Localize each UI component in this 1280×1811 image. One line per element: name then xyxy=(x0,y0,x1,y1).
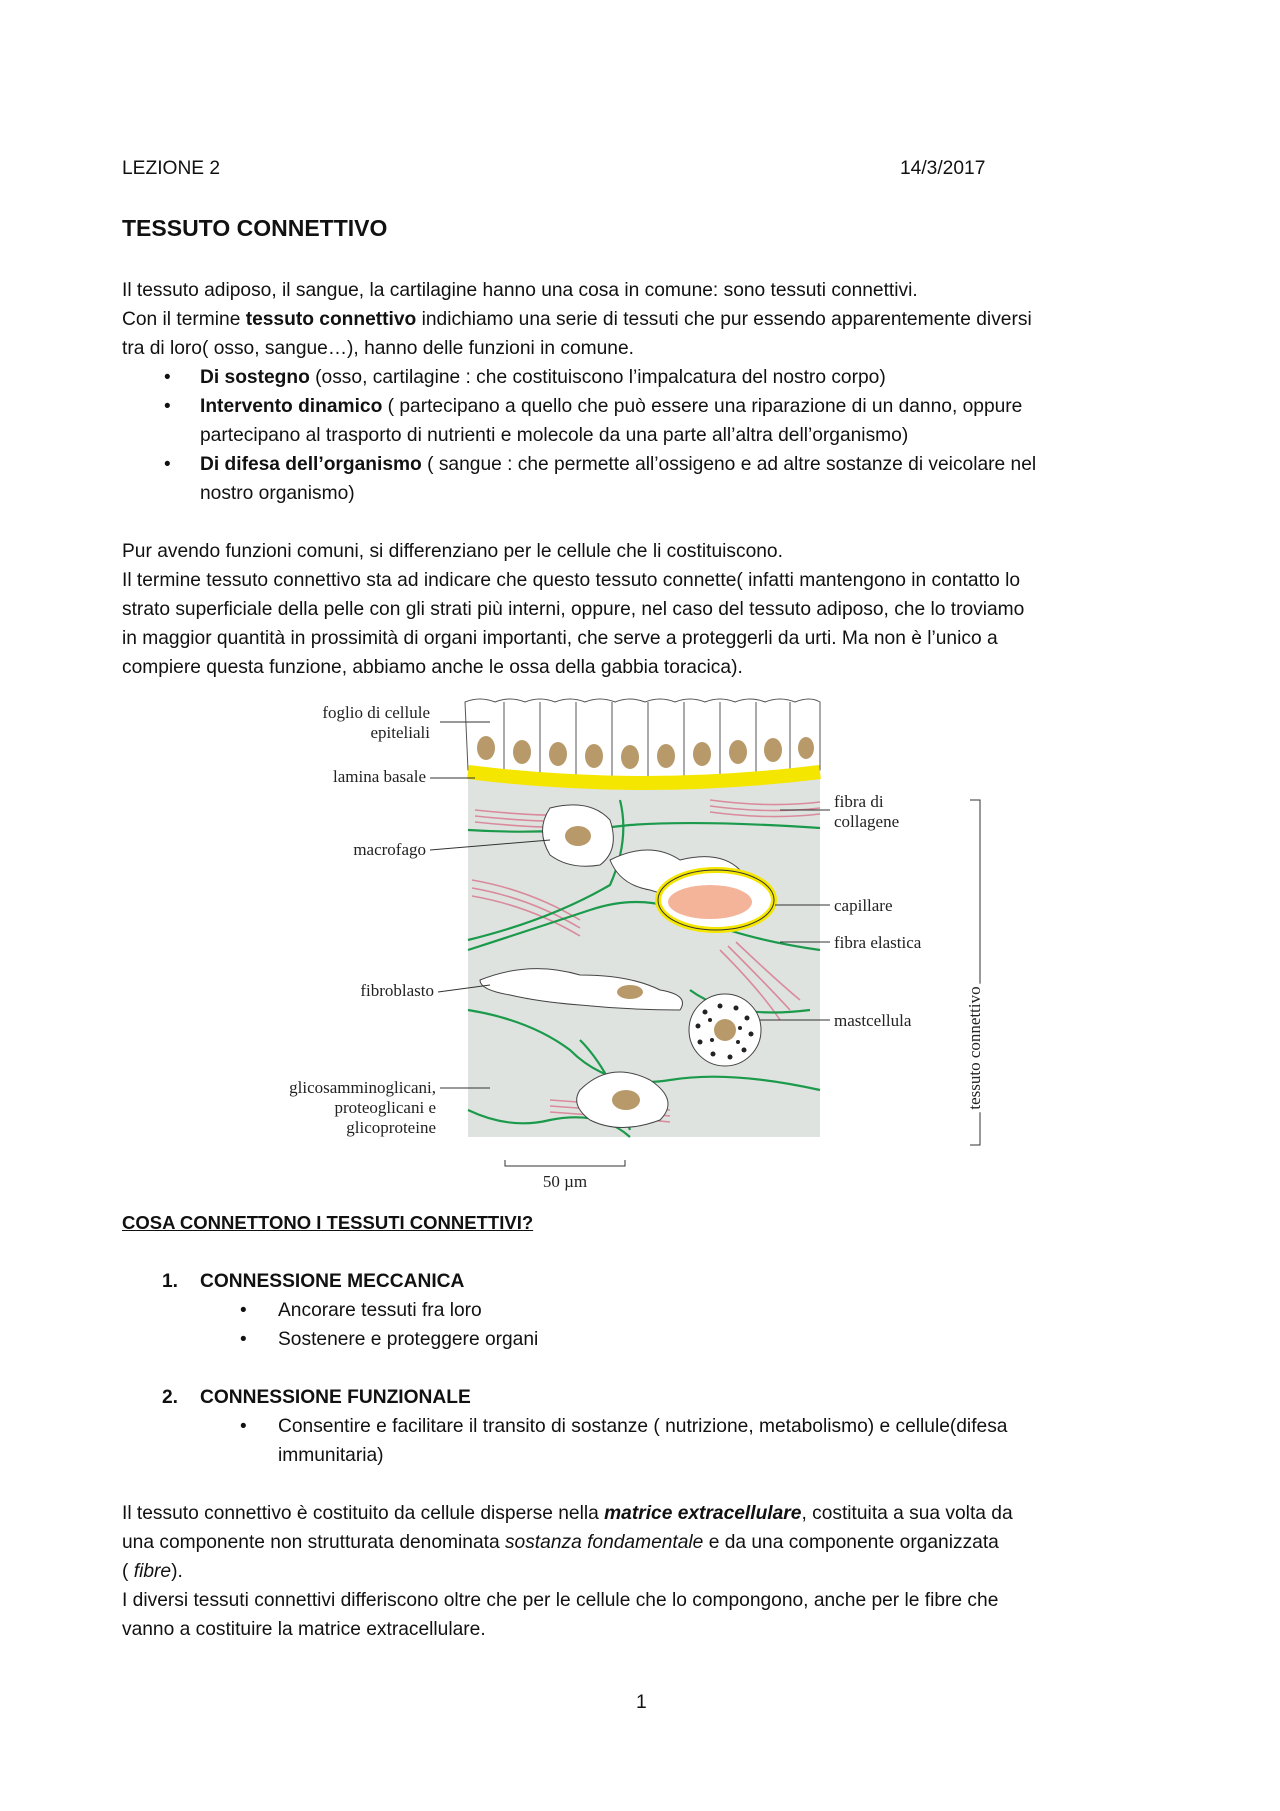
bullet-dot: • xyxy=(164,396,171,417)
function-item: Di sostegno (osso, cartilagine : che costituiscono l’impalcatura del nostro corpo) xyxy=(200,367,886,388)
para2-line: Pur avendo funzioni comuni, si differenziano per le cellule che li costituiscono. xyxy=(122,541,783,562)
para3-line-3: ( fibre). xyxy=(122,1561,183,1582)
label-collagen-1: fibra di xyxy=(834,792,884,811)
fibroblast-nucleus xyxy=(617,985,643,999)
bullet-dot: • xyxy=(240,1329,247,1350)
label-macrophage: macrofago xyxy=(353,840,426,859)
item-title: CONNESSIONE FUNZIONALE xyxy=(200,1387,471,1408)
item-number: 1. xyxy=(162,1271,179,1292)
para2-line: Il termine tessuto connettivo sta ad indicare che questo tessuto connette( infatti mantengono in contatto lo xyxy=(122,570,1021,591)
para3-line-2: una componente non strutturata denominata sostanza fondamentale e da una componente organizzata xyxy=(122,1532,999,1553)
epithelial-cells xyxy=(465,699,820,780)
macrophage-nucleus xyxy=(565,826,591,846)
para2-line: strato superficiale della pelle con gli strati più interni, oppure, nel caso del tessuto adiposo, che lo troviamo xyxy=(122,599,1025,620)
para3-line-1: Il tessuto connettivo è costituito da cellule disperse nella matrice extracellulare, costituita a sua volta da xyxy=(122,1503,1013,1524)
label-mast-cell: mastcellula xyxy=(834,1011,912,1030)
label-elastic: fibra elastica xyxy=(834,933,922,952)
function-item: Di difesa dell’organismo ( sangue : che permette all’ossigeno e ad altre sostanze di veicolare nel xyxy=(200,454,1037,475)
label-scale: 50 µm xyxy=(542,1172,588,1191)
label-collagen-2: collagene xyxy=(834,812,900,831)
item-point: Ancorare tessuti fra loro xyxy=(278,1300,482,1321)
label-connective-tissue: tessuto connettivo xyxy=(965,986,984,1110)
label-basal-lamina: lamina basale xyxy=(333,767,426,786)
label-gag-3: glicoproteine xyxy=(346,1118,436,1137)
para2-line: compiere questa funzione, abbiamo anche le ossa della gabbia toracica). xyxy=(122,657,743,678)
connective-tissue-figure xyxy=(250,690,1010,1200)
label-gag-1: glicosamminoglicani, xyxy=(289,1078,436,1097)
item-title: CONNESSIONE MECCANICA xyxy=(200,1271,465,1292)
bullet-dot: • xyxy=(164,367,171,388)
bullet-dot: • xyxy=(240,1300,247,1321)
function-item: Intervento dinamico ( partecipano a quello che può essere una riparazione di un danno, oppure xyxy=(200,396,1023,417)
bullet-dot: • xyxy=(240,1416,247,1437)
para3-line-5: vanno a costituire la matrice extracellulare. xyxy=(122,1619,486,1640)
intro-line-2: Con il termine tessuto connettivo indichiamo una serie di tessuti che pur essendo apparentemente diversi xyxy=(122,309,1032,330)
bullet-dot: • xyxy=(164,454,171,475)
para2-line: in maggior quantità in prossimità di organi importanti, che serve a proteggerli da urti. Ma non è l’unico a xyxy=(122,628,998,649)
item-point: Consentire e facilitare il transito di sostanze ( nutrizione, metabolismo) e cellule(difesa xyxy=(278,1416,1008,1437)
item-point-cont: immunitaria) xyxy=(278,1445,384,1466)
label-fibroblast: fibroblasto xyxy=(360,981,434,1000)
label-epithelial-2: epiteliali xyxy=(370,723,430,742)
scale-bar xyxy=(505,1160,625,1166)
label-capillary: capillare xyxy=(834,896,893,915)
label-gag-2: proteoglicani e xyxy=(334,1098,436,1117)
lesson-label: LEZIONE 2 xyxy=(122,158,221,179)
item-point: Sostenere e proteggere organi xyxy=(278,1329,539,1350)
function-item-cont: nostro organismo) xyxy=(200,483,355,504)
capillary-lumen xyxy=(668,885,752,919)
intro-line-3: tra di loro( osso, sangue…), hanno delle funzioni in comune. xyxy=(122,338,634,359)
section-heading: COSA CONNETTONO I TESSUTI CONNETTIVI? xyxy=(122,1212,534,1233)
lesson-date: 14/3/2017 xyxy=(900,158,986,179)
item-number: 2. xyxy=(162,1387,179,1408)
page-title: TESSUTO CONNETTIVO xyxy=(122,215,388,241)
function-item-cont: partecipano al trasporto di nutrienti e molecole da una parte all’altra dell’organismo) xyxy=(200,425,909,446)
label-epithelial-1: foglio di cellule xyxy=(322,703,430,722)
page-number: 1 xyxy=(636,1692,647,1713)
para3-line-4: I diversi tessuti connettivi differiscono oltre che per le cellule che lo compongono, anche per le fibre che xyxy=(122,1590,999,1611)
intro-line-1: Il tessuto adiposo, il sangue, la cartilagine hanno una cosa in comune: sono tessuti connettivi. xyxy=(122,280,918,301)
